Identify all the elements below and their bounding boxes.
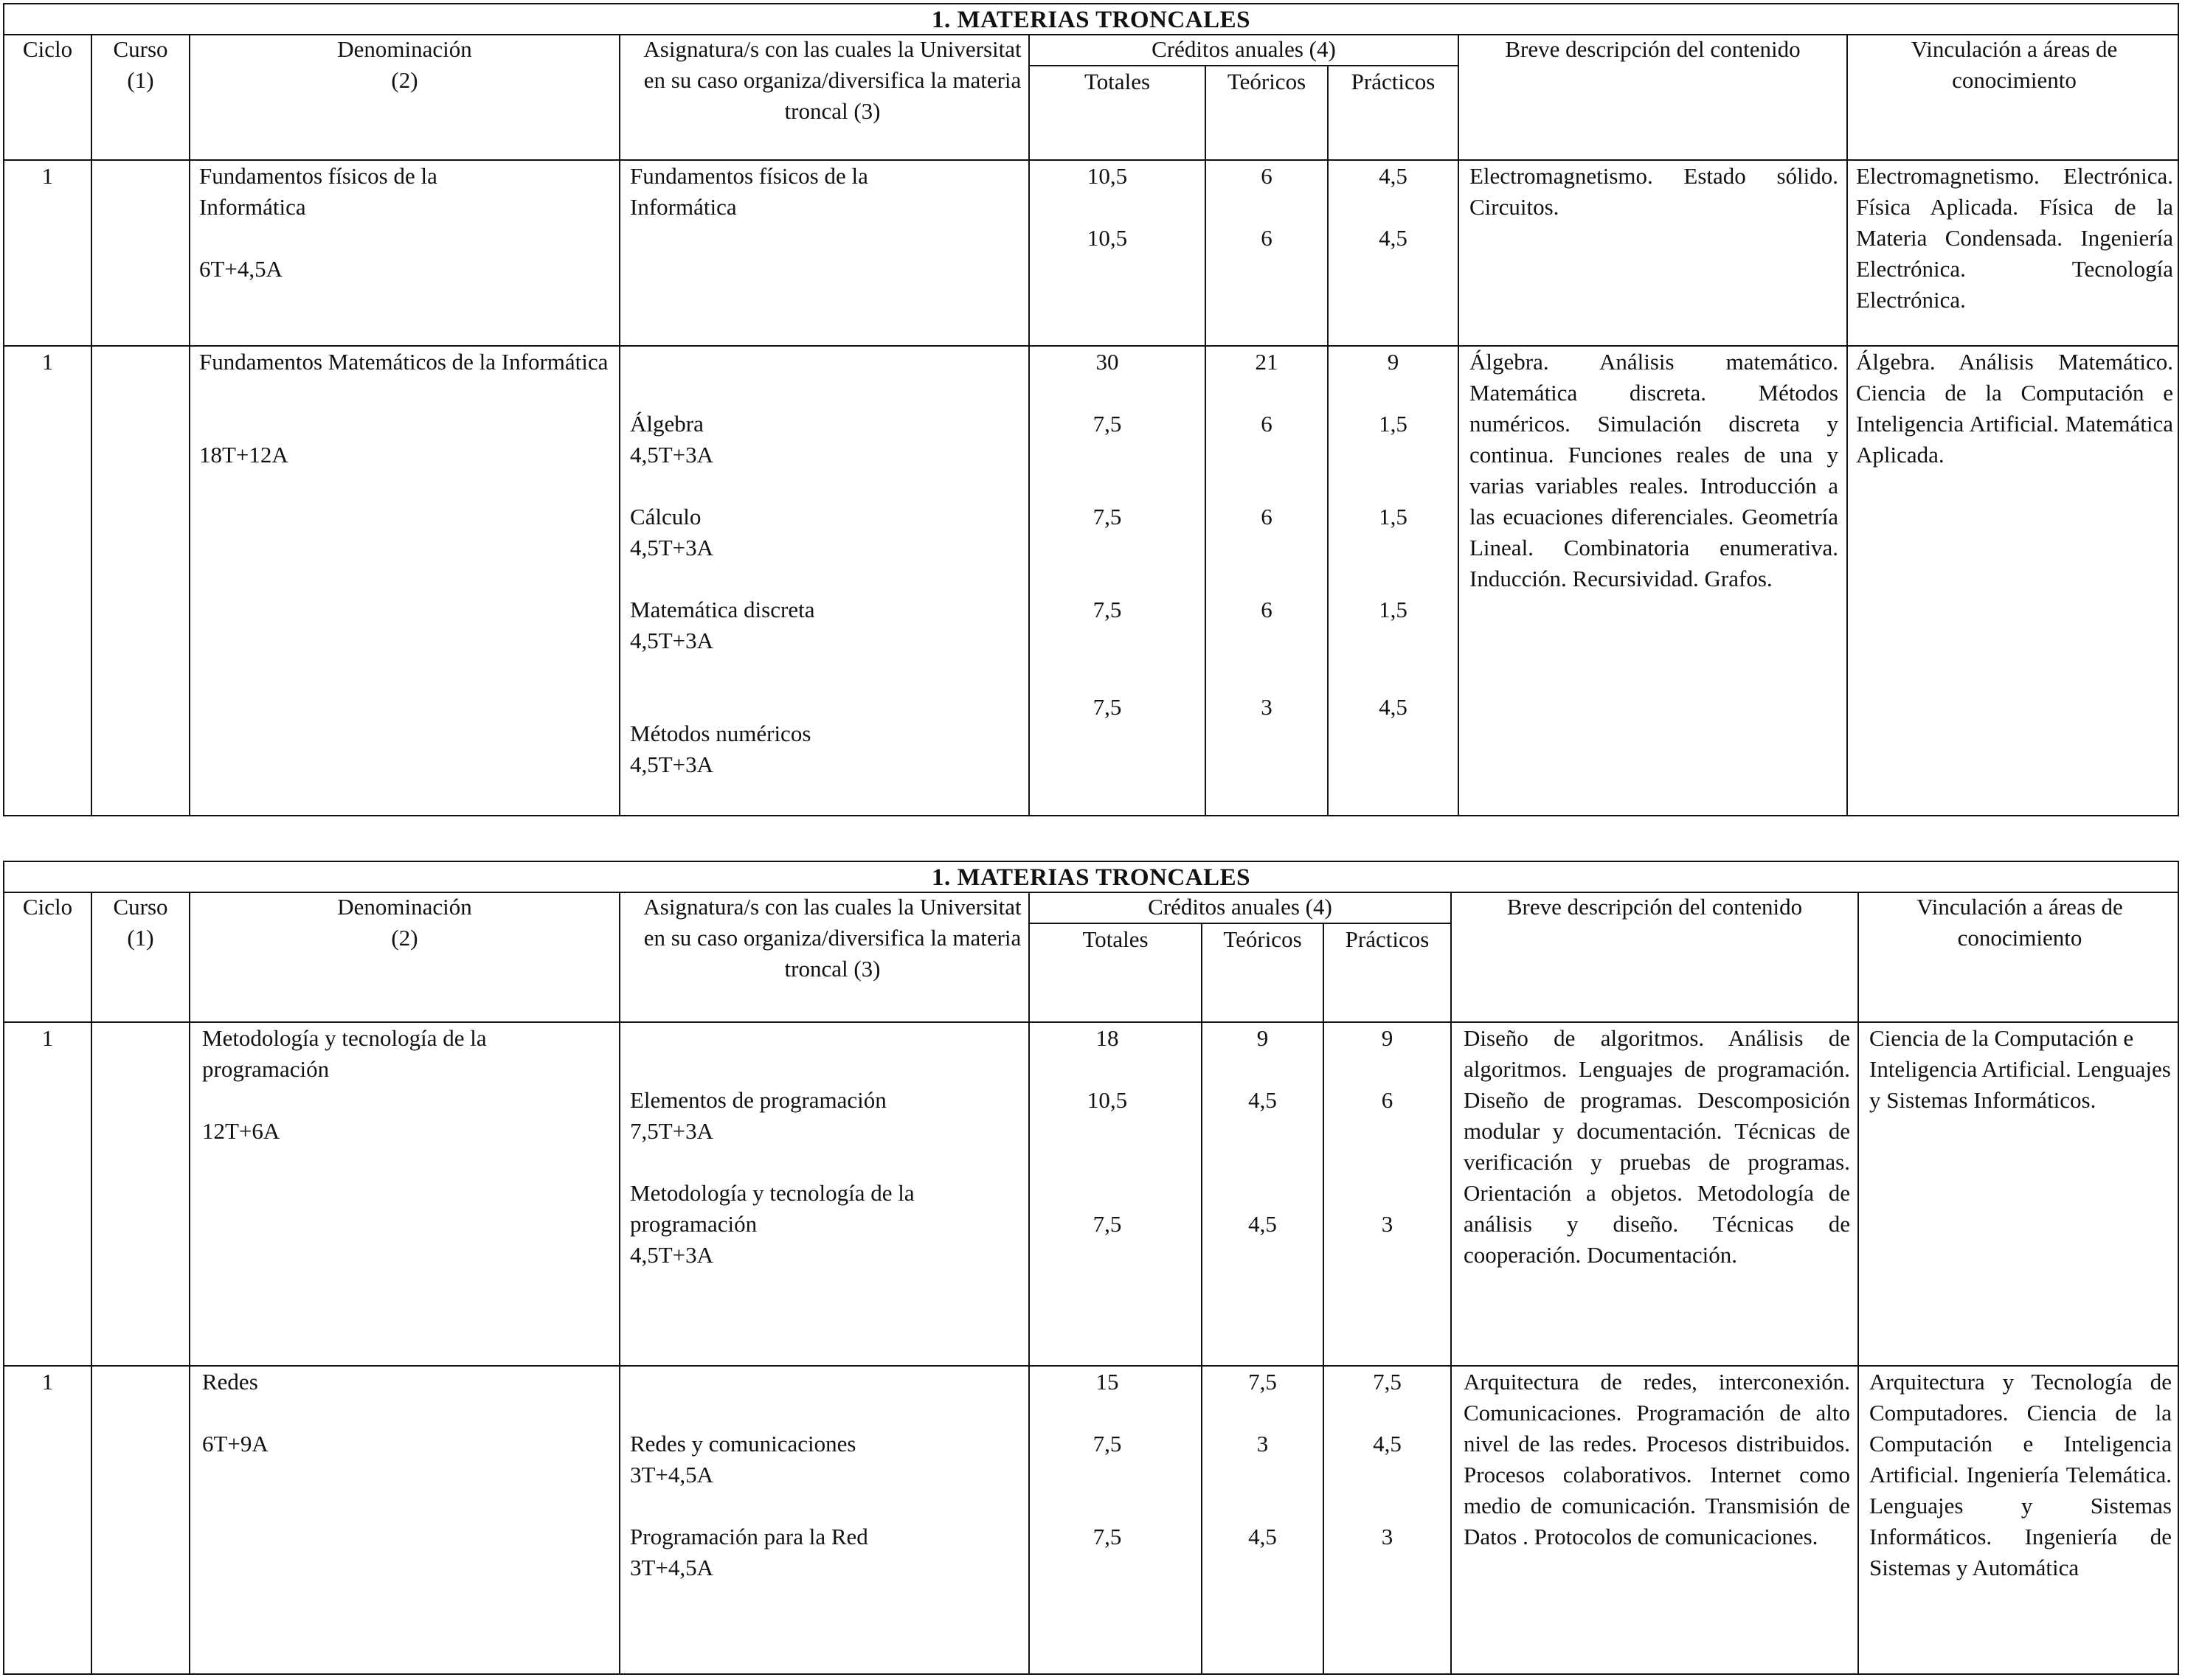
- row-ciclo: 1: [41, 1025, 54, 1051]
- rule: [1458, 34, 1459, 815]
- subject-credits: 3T+4,5A: [630, 1462, 714, 1488]
- subject-totales: 7,5: [1092, 504, 1122, 530]
- rule: [1846, 34, 1848, 815]
- subject-totales: 10,5: [1087, 1087, 1128, 1113]
- subject-teoricos: 3: [1256, 1431, 1269, 1457]
- row-descripcion: Electromagnetismo. Estado sólido. Circuitos.: [1469, 163, 1838, 220]
- subject-practicos: 4,5: [1379, 694, 1407, 720]
- subject-name: Metodología y tecnología de la programación: [630, 1180, 915, 1237]
- subject-practicos: 4,5: [1373, 1431, 1402, 1457]
- row-vinculacion: Álgebra. Análisis Matemático. Ciencia de la Computación e Inteligencia Artificial. Matemática Aplicada.: [1856, 349, 2173, 468]
- subject-practicos: 1,5: [1379, 504, 1407, 530]
- row-practicos: 7,5: [1373, 1369, 1402, 1395]
- row-vinculacion: Electromagnetismo. Electrónica. Física Aplicada. Física de la Materia Condensada. Ingeniería Electrónica. Tecnología Electrónica.: [1856, 163, 2173, 313]
- header-totales: Totales: [1084, 69, 1151, 94]
- row-totales: 10,5: [1087, 225, 1128, 251]
- subject-totales: 7,5: [1092, 1211, 1122, 1237]
- row-teoricos: 6: [1261, 163, 1272, 189]
- row-practicos: 4,5: [1379, 225, 1407, 251]
- row-denominacion: Metodología y tecnología de la programación: [202, 1025, 487, 1082]
- rule: [1450, 892, 1452, 1673]
- subject-credits: 3T+4,5A: [630, 1555, 714, 1580]
- rule: [189, 892, 190, 1673]
- subject-name: Programación para la Red: [630, 1524, 868, 1549]
- row-totales: 30: [1095, 349, 1119, 375]
- subject-teoricos: 6: [1261, 504, 1272, 530]
- row-teoricos: 21: [1255, 349, 1278, 375]
- subject-practicos: 3: [1381, 1524, 1393, 1549]
- header-creditos: Créditos anuales (4): [1148, 894, 1332, 920]
- row-practicos: 9: [1387, 349, 1399, 375]
- rule: [1857, 892, 1859, 1673]
- troncales-table-2: [3, 861, 2179, 1675]
- row-vinculacion: Ciencia de la Computación e Inteligencia Artificial. Lenguajes y Sistemas Informáticos.: [1869, 1025, 2171, 1113]
- row-ciclo: 1: [41, 1369, 54, 1395]
- row-totales: 18: [1095, 1025, 1119, 1051]
- row-creditos-materia: 18T+12A: [199, 442, 288, 468]
- subject-credits: 4,5T+3A: [630, 442, 714, 468]
- header-practicos: Prácticos: [1345, 926, 1430, 952]
- row-teoricos: 6: [1261, 225, 1272, 251]
- header-descripcion: Breve descripción del contenido: [1506, 894, 1803, 920]
- header-vinculacion: Vinculación a áreas de conocimiento: [1911, 36, 2118, 93]
- row-denominacion: Fundamentos físicos de la Informática: [199, 163, 437, 220]
- subject-totales: 7,5: [1092, 597, 1122, 622]
- row-ciclo: 1: [41, 163, 54, 189]
- subject-practicos: 1,5: [1379, 597, 1407, 622]
- header-totales: Totales: [1082, 926, 1149, 952]
- subject-credits: 4,5T+3A: [630, 752, 714, 777]
- subject-credits: 4,5T+3A: [630, 1242, 714, 1268]
- row-ciclo: 1: [41, 349, 54, 375]
- subject-totales: 7,5: [1092, 1524, 1122, 1549]
- row-practicos: 4,5: [1379, 163, 1407, 189]
- subject-totales: 7,5: [1092, 1431, 1122, 1457]
- row-practicos: 9: [1381, 1025, 1393, 1051]
- subject-teoricos: 6: [1261, 411, 1272, 437]
- subject-practicos: 1,5: [1379, 411, 1407, 437]
- header-asignaturas: Asignatura/s con las cuales la Universitat en su caso organiza/diversifica la materia troncal (3): [643, 894, 1022, 982]
- subject-name: Redes y comunicaciones: [630, 1431, 856, 1457]
- header-curso: Curso (1): [113, 36, 168, 93]
- subject-totales: 7,5: [1092, 411, 1122, 437]
- row-creditos-materia: 12T+6A: [202, 1118, 280, 1144]
- troncales-table-1: [3, 3, 2179, 816]
- subject-totales: 7,5: [1092, 694, 1122, 720]
- row-descripcion: Álgebra. Análisis matemático. Matemática discreta. Métodos numéricos. Simulación discreta y continua. Funciones reales de una y varias variables reales. Introducción a las ecuaciones diferenciales. Geometría Lineal. Combinatoria enumerativa. Inducción. Recursividad. Grafos.: [1469, 349, 1838, 591]
- subject-practicos: 3: [1381, 1211, 1393, 1237]
- header-practicos: Prácticos: [1351, 69, 1436, 94]
- row-descripcion: Diseño de algoritmos. Análisis de algoritmos. Lenguajes de programación. Diseño de programas. Descomposición modular y documentación. Técnicas de verificación y pruebas de programas. Orientación a objetos. Metodología de análisis y diseño. Técnicas de cooperación. Documentación.: [1464, 1025, 1850, 1268]
- header-vinculacion: Vinculación a áreas de conocimiento: [1916, 894, 2123, 951]
- row-teoricos: 9: [1256, 1025, 1269, 1051]
- subject-teoricos: 4,5: [1248, 1211, 1277, 1237]
- row-creditos-materia: 6T+9A: [202, 1431, 269, 1457]
- header-teoricos: Teóricos: [1223, 926, 1302, 952]
- header-curso: Curso (1): [113, 894, 168, 951]
- rule: [91, 892, 92, 1673]
- rule: [189, 34, 190, 815]
- row-denominacion: Fundamentos Matemáticos de la Informática: [199, 349, 609, 375]
- row-asignatura: Fundamentos físicos de la Informática: [630, 163, 868, 220]
- subject-name: Cálculo: [630, 504, 702, 530]
- subject-practicos: 6: [1381, 1087, 1393, 1113]
- header-ciclo: Ciclo: [22, 894, 73, 920]
- subject-teoricos: 3: [1261, 694, 1272, 720]
- row-creditos-materia: 6T+4,5A: [199, 256, 283, 282]
- subject-credits: 4,5T+3A: [630, 628, 714, 653]
- rule: [619, 34, 620, 815]
- rule: [91, 34, 92, 815]
- header-ciclo: Ciclo: [22, 36, 73, 62]
- rule: [1028, 892, 1030, 1673]
- subject-teoricos: 4,5: [1248, 1087, 1277, 1113]
- header-descripcion: Breve descripción del contenido: [1505, 36, 1801, 62]
- header-denominacion: Denominación (2): [337, 36, 472, 93]
- header-denominacion: Denominación (2): [337, 894, 472, 951]
- subject-name: Métodos numéricos: [630, 721, 811, 746]
- table-title: 1. MATERIAS TRONCALES: [932, 864, 1250, 891]
- row-descripcion: Arquitectura de redes, interconexión. Comunicaciones. Programación de alto nivel de las redes. Procesos distribuidos. Procesos colaborativos. Internet como medio de comunicación. Transmisión de Datos . Protocolos de comunicaciones.: [1464, 1369, 1850, 1549]
- header-teoricos: Teóricos: [1227, 69, 1306, 94]
- subject-name: Álgebra: [630, 411, 704, 437]
- row-teoricos: 7,5: [1248, 1369, 1277, 1395]
- subject-name: Elementos de programación: [630, 1087, 887, 1113]
- header-creditos: Créditos anuales (4): [1152, 36, 1336, 62]
- row-denominacion: Redes: [202, 1369, 258, 1395]
- subject-teoricos: 6: [1261, 597, 1272, 622]
- subject-name: Matemática discreta: [630, 597, 815, 622]
- row-totales: 15: [1095, 1369, 1119, 1395]
- subject-teoricos: 4,5: [1248, 1524, 1277, 1549]
- row-vinculacion: Arquitectura y Tecnología de Computadores. Ciencia de la Computación e Inteligencia Artificial. Ingeniería Telemática. Lenguajes y Sistemas Informáticos. Ingeniería de Sistemas y Automática: [1869, 1369, 2172, 1580]
- table-title: 1. MATERIAS TRONCALES: [932, 7, 1250, 33]
- row-totales: 10,5: [1087, 163, 1128, 189]
- header-asignaturas: Asignatura/s con las cuales la Universitat en su caso organiza/diversifica la materia troncal (3): [643, 36, 1022, 124]
- subject-credits: 4,5T+3A: [630, 535, 714, 560]
- subject-credits: 7,5T+3A: [630, 1118, 714, 1144]
- rule: [619, 892, 620, 1673]
